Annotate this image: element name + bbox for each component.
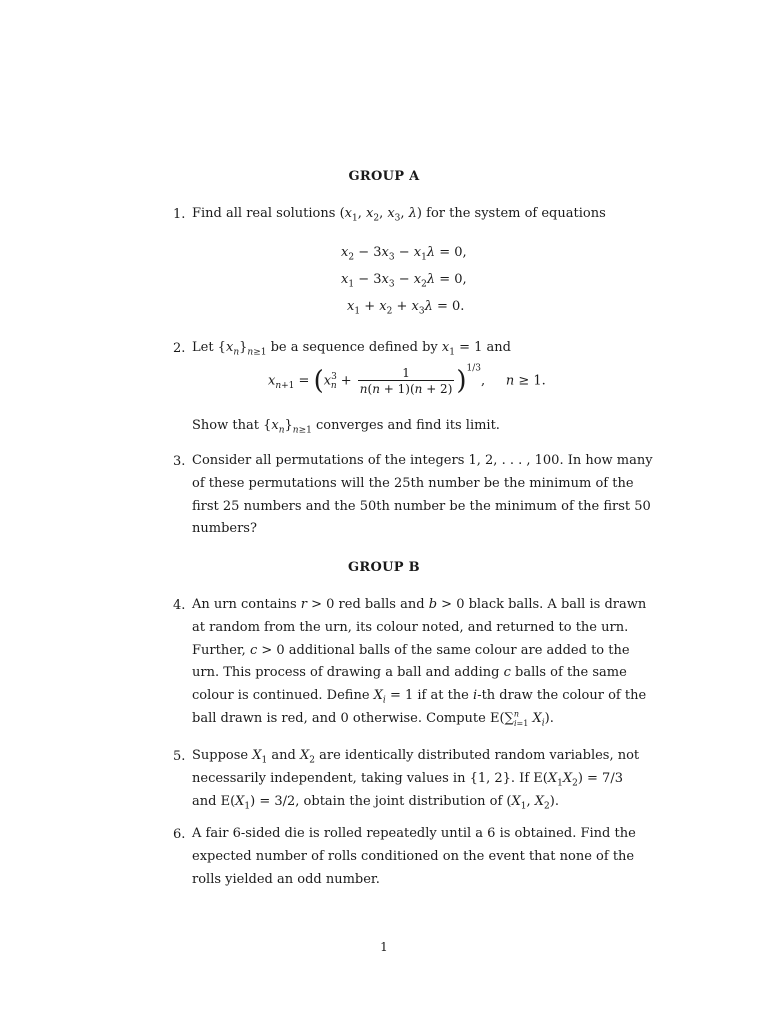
- q2-recurrence: $x_{n+1} = (x^3_n$ + $\frac{1}{n(n + 1)(n + 2)}$ )$^{1/3}$, n ≥ 1.: [268, 363, 546, 396]
- q4-text: An urn contains r > 0 red balls and b > 0 black balls. A ball is drawn at random from the urn, its colour noted, and returned to the urn. Further, c > 0 additional balls of the same colour are added to the urn. This process of drawing a ball and adding c balls of the same colour is continued. Define $X_i = 1$ if at the i-th draw the colour of the ball drawn is red, and 0 otherwise. Compute E(∑$^n_{i=1}$ $X_i$).: [192, 597, 647, 729]
- q1-equation-1: $x_2 - 3x_3 - x_1\lambda = 0$,: [341, 245, 467, 263]
- q1-number: 1.: [173, 207, 186, 222]
- q2-text-2: Show that $\{x_n\}_{n\ge 1}$ converges and find its limit.: [192, 418, 500, 436]
- q3-number: 3.: [173, 454, 186, 469]
- q6-number: 6.: [173, 827, 186, 842]
- group-b-heading: GROUP B: [348, 560, 420, 575]
- q6-line-1: A fair 6-sided die is rolled repeatedly until a 6 is obtained. Find the: [192, 826, 636, 841]
- q6-line-3: rolls yielded an odd number.: [192, 871, 380, 887]
- q2-number: 2.: [173, 341, 186, 356]
- page-number: 1: [380, 940, 388, 954]
- q1-equation-2: $x_1 - 3x_3 - x_2\lambda = 0$,: [341, 272, 467, 290]
- q2-text: Let $\{x_n\}_{n\ge 1}$ be a sequence defined by $x_1 = 1$ and: [192, 340, 511, 358]
- group-a-heading: GROUP A: [348, 169, 420, 184]
- q4-number: 4.: [173, 598, 186, 613]
- q5-text: Suppose $X_1$ and $X_2$ are identically distributed random variables, not necessarily independent, taking values in {1, 2}. If $E(X_1X_2) = 7/3$ and $E(X_1) = 3/2$, obtain the joint distribution of ($X_1$, $X_2$).: [192, 748, 640, 812]
- q1-equation-3: $x_1 + x_2 + x_3\lambda = 0$.: [347, 299, 465, 317]
- q1-text: Find all real solutions ($x_1$, $x_2$, $x_3$, λ) for the system of equations: [192, 206, 606, 224]
- q5-number: 5.: [173, 749, 186, 764]
- q6-text: [192, 823, 636, 891]
- q3-text: Consider all permutations of the integers 1, 2, . . . , 100. In how many of these permutations will the 25th number be the minimum of the first 25 numbers and the 50th number be the minimum of the first 50 numbers?: [192, 453, 653, 537]
- q6-line-2: expected number of rolls conditioned on the event that none of the: [192, 848, 635, 864]
